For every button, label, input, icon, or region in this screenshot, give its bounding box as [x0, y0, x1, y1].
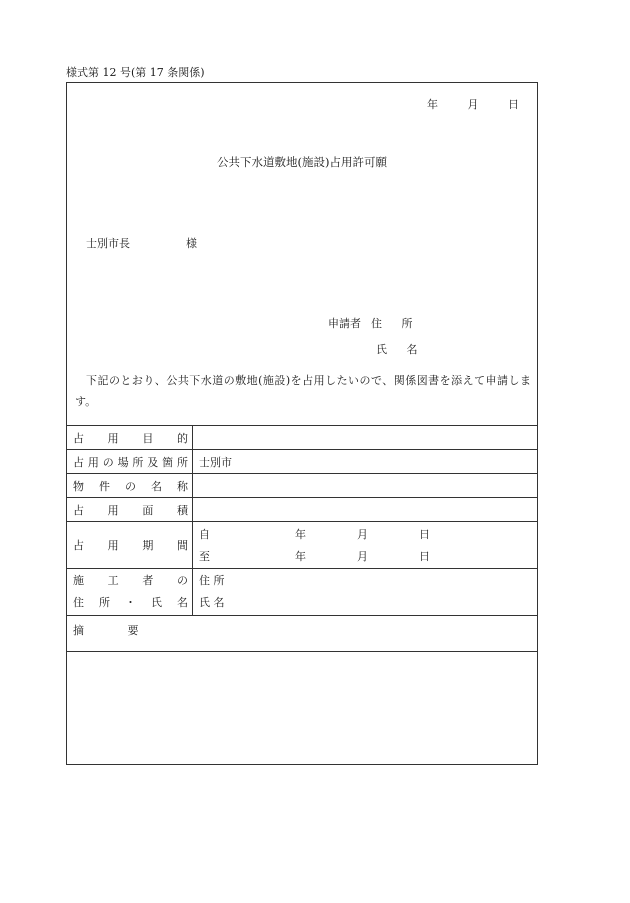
period-to-year: 年 — [295, 550, 306, 563]
contractor-label-line1: 施工者の — [73, 574, 188, 587]
details-table — [66, 425, 538, 652]
contractor-label-line2: 住所・氏名 — [73, 596, 188, 609]
period-label: 占用期間 — [67, 522, 193, 569]
contractor-name: 氏 名 — [199, 596, 225, 609]
applicant-address-label: 住 所 — [371, 317, 421, 330]
applicant-name-label: 氏 名 — [376, 343, 426, 356]
period-to-line — [199, 545, 537, 567]
period-from-month: 月 — [357, 528, 368, 541]
application-form — [66, 82, 538, 765]
addressee-honorific: 様 — [186, 237, 197, 250]
purpose-label: 占用目的 — [67, 426, 193, 450]
row-area — [67, 498, 538, 522]
body-text: 下記のとおり、公共下水道の敷地(施設)を占用したいので、関係図書を添えて申請します。 — [75, 374, 531, 408]
row-location — [67, 450, 538, 474]
addressee — [86, 235, 197, 251]
form-number: 様式第 12 号(第 17 条関係) — [66, 66, 205, 79]
date-line — [401, 96, 519, 112]
area-label: 占用面積 — [67, 498, 193, 522]
applicant-label: 申請者 — [328, 317, 361, 330]
period-to: 至 — [199, 550, 210, 563]
location-label: 占用の場所及箇所 — [67, 450, 193, 474]
row-purpose — [67, 426, 538, 450]
item-value[interactable] — [193, 474, 538, 498]
period-from: 自 — [199, 528, 210, 541]
row-period — [67, 522, 538, 569]
contractor-label — [67, 569, 193, 616]
row-remarks — [67, 616, 538, 652]
period-from-year: 年 — [295, 528, 306, 541]
date-month: 月 — [467, 98, 479, 111]
contractor-address: 住 所 — [199, 574, 225, 587]
date-day: 日 — [508, 98, 519, 111]
period-value[interactable] — [193, 522, 538, 569]
period-from-line — [199, 523, 537, 545]
row-item — [67, 474, 538, 498]
item-label: 物件の名称 — [67, 474, 193, 498]
applicant-address — [328, 315, 421, 331]
date-year: 年 — [427, 98, 438, 111]
contractor-value[interactable] — [193, 569, 538, 616]
form-title: 公共下水道敷地(施設)占用許可願 — [217, 155, 387, 169]
addressee-mayor: 士別市長 — [86, 237, 130, 250]
period-to-month: 月 — [357, 550, 368, 563]
remarks-cell[interactable] — [67, 616, 538, 652]
period-to-day: 日 — [419, 550, 430, 563]
period-from-day: 日 — [419, 528, 430, 541]
purpose-value[interactable] — [193, 426, 538, 450]
row-contractor — [67, 569, 538, 616]
remarks-label: 摘 要 — [73, 624, 159, 637]
area-value[interactable] — [193, 498, 538, 522]
location-value[interactable]: 士別市 — [193, 450, 538, 474]
